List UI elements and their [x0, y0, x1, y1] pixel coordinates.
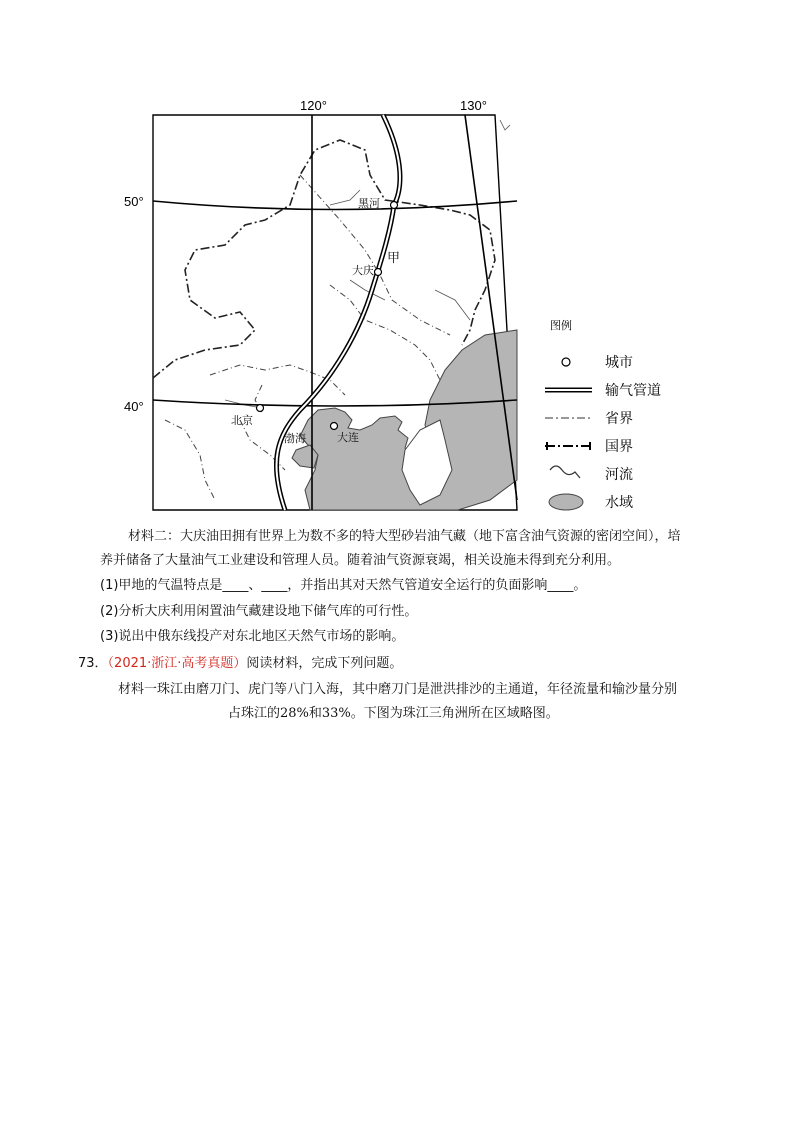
jia-label: 甲 [387, 251, 401, 266]
legend-label-province: 省界 [605, 411, 633, 427]
question-source: （2021·浙江·高考真题） [107, 656, 247, 671]
legend-label-city: 城市 [605, 355, 633, 371]
northeast-china-pipeline-map [0, 0, 800, 520]
question-1: (1)甲地的气温特点是____、____，并指出其对天然气管道安全运行的负面影响____。 [100, 578, 587, 593]
material1-line2: 占珠江的28%和33%。下图为珠江三角洲所在区域略图。 [228, 706, 559, 721]
dalian-city-icon [331, 423, 338, 430]
beijing-label: 北京 [231, 414, 253, 427]
heihe-city-icon [391, 202, 398, 209]
material2-line1: 材料二：大庆油田拥有世界上为数不多的特大型砂岩油气藏（地下富含油气资源的密闭空间），培 [128, 529, 681, 544]
question-3: (3)说出中俄东线投产对东北地区天然气市场的影响。 [100, 629, 405, 644]
legend-label-water: 水域 [605, 495, 633, 511]
material2-line2: 养并储备了大量油气工业建设和管理人员。随着油气资源衰竭，相关设施未得到充分利用。 [100, 553, 621, 568]
water-area-icon [549, 494, 583, 510]
lat-label-40: 40° [124, 399, 144, 414]
heihe-label: 黑河 [358, 197, 380, 210]
national-boundary [153, 140, 495, 378]
question-instruction: 阅读材料，完成下列问题。 [246, 656, 403, 671]
question-2: (2)分析大庆利用闲置油气藏建设地下储气库的可行性。 [100, 604, 418, 619]
daqing-label: 大庆 [352, 264, 374, 277]
river-icon [550, 466, 580, 478]
cities [257, 202, 401, 430]
legend-title: 图例 [550, 319, 572, 332]
beijing-city-icon [257, 405, 264, 412]
lon-label-130: 130° [460, 98, 487, 113]
city-icon [562, 358, 570, 366]
national-boundary-icon [545, 442, 592, 450]
bohai-label: 渤海 [284, 432, 306, 445]
map-legend [545, 318, 661, 511]
legend-label-pipeline: 输气管道 [605, 383, 661, 399]
lon-label-120: 120° [300, 98, 327, 113]
legend-label-river: 河流 [605, 467, 633, 483]
lat-label-50: 50° [124, 194, 144, 209]
parallel-50 [153, 201, 517, 210]
question-73-header [78, 652, 402, 676]
legend-label-national: 国界 [605, 439, 633, 455]
question-number: 73． [78, 656, 108, 671]
dalian-label: 大连 [337, 431, 359, 444]
material1-line1: 材料一珠江由磨刀门、虎门等八门入海，其中磨刀门是泄洪排沙的主通道，年径流量和输沙量分别 [118, 682, 678, 697]
daqing-city-icon [375, 269, 382, 276]
water-areas [292, 330, 517, 510]
